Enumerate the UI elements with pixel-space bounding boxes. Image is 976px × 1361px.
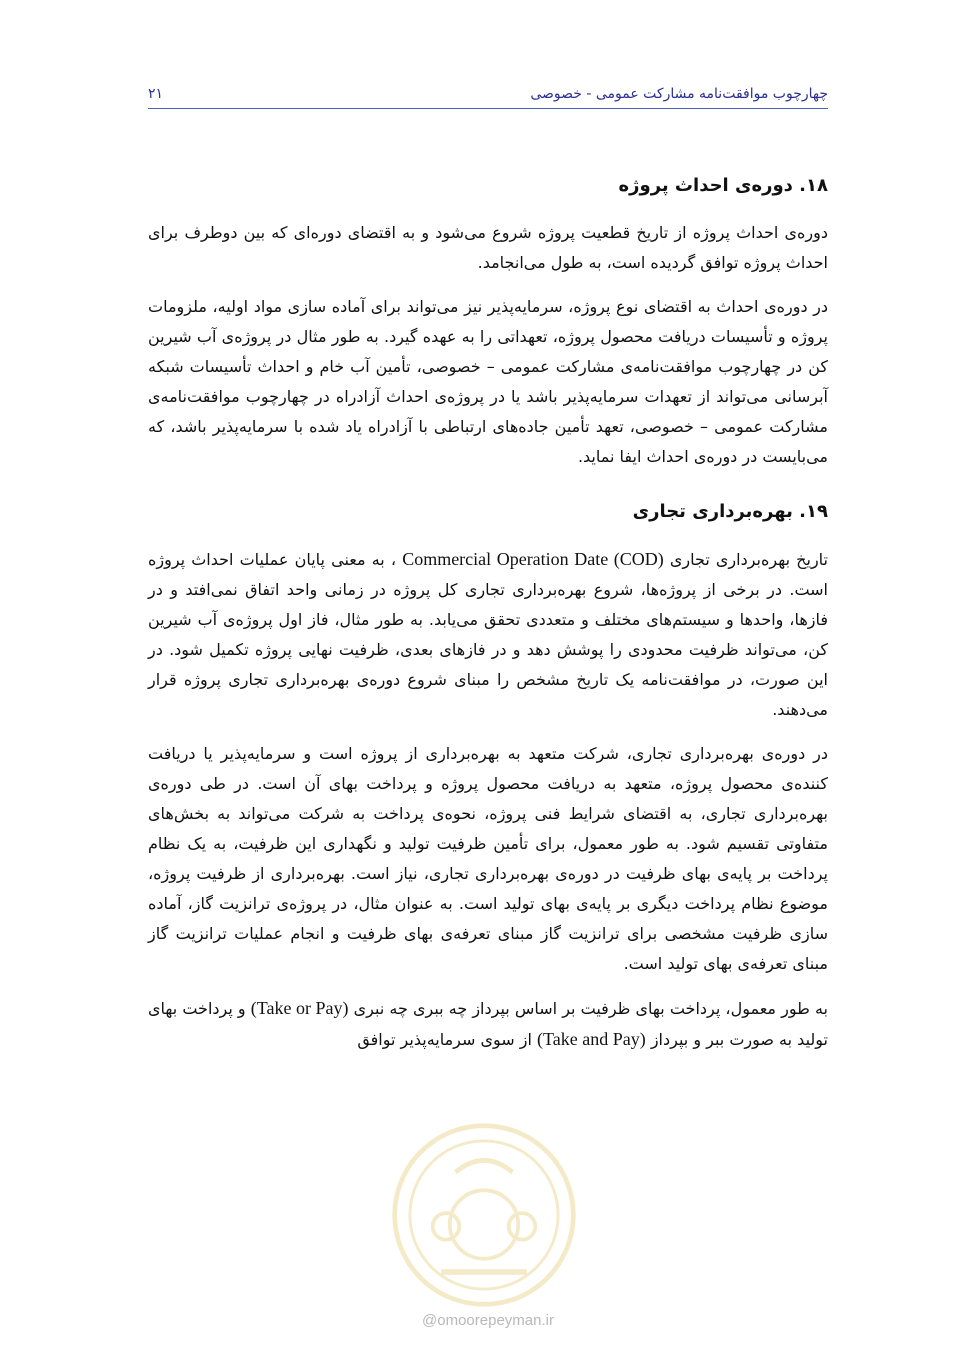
payment-text-c: از سوی سرمایه‌پذیر توافق <box>357 1030 532 1049</box>
watermark-site: @omoorepeyman.ir <box>422 1312 554 1329</box>
payment-text-a: به طور معمول، پرداخت بهای ظرفیت بر اساس بپرداز چه ببری چه نبری <box>353 999 828 1018</box>
header-title: چهارچوب موافقت‌نامه مشارکت عمومی - خصوصی <box>530 86 828 102</box>
page-header <box>148 82 828 109</box>
cod-english-term: Commercial Operation Date (COD) <box>402 549 664 569</box>
section-19-paragraph-3 <box>148 993 828 1055</box>
section-18-paragraph-2: در دوره‌ی احداث به اقتضای نوع پروژه، سرمایه‌پذیر نیز می‌تواند برای آماده سازی مواد اولیه، ملزومات پروژه و تأسیسات دریافت محصول پروژه، تعهداتی را به عهده گیرد. به طور مثال در پروژه‌ی آب شیرین کن در چهارچوب موافقت‌نامه‌ی مشارکت عمومی – خصوصی، تأمین آب خام و احداث تأسیسات شبکه آبرسانی می‌تواند از تعهدات سرمایه‌پذیر باشد یا در پروژه‌ی احداث آزادراه در چهارچوب موافقت‌نامه‌ی مشارکت عمومی – خصوصی، تعهد تأمین جاده‌های ارتباطی با آزادراه یاد شده با سرمایه‌پذیر باشد، که می‌بایست در دوره‌ی احداث ایفا نماید. <box>148 297 828 466</box>
watermark-seal-icon <box>389 1120 579 1310</box>
section-18-paragraph-1: دوره‌ی احداث پروژه از تاریخ قطعیت پروژه شروع می‌شود و به اقتضای دوره‌ای که بین دوطرف برای احداث پروژه توافق گردیده است، به طول می‌انجامد. <box>148 223 828 272</box>
payment-text-b: و پرداخت بهای تولید به صورت ببر و بپرداز <box>148 999 828 1049</box>
take-and-pay-term: (Take and Pay) <box>537 1029 646 1049</box>
section-19-paragraph-2: در دوره‌ی بهره‌برداری تجاری، شرکت متعهد به بهره‌برداری از پروژه است و سرمایه‌پذیر یا دریافت کننده‌ی محصول پروژه، متعهد به دریافت محصول پروژه و پرداخت بهای آن است. در طی دوره‌ی بهره‌برداری تجاری، به اقتضای شرایط فنی پروژه، نحوه‌ی پرداخت به شرکت می‌تواند به بخش‌های متفاوتی تقسیم شود. به طور معمول، برای تأمین ظرفیت تولید و نگهداری این ظرفیت، به یک نظام پرداخت بر پایه‌ی بهای ظرفیت در دوره‌ی بهره‌برداری تجاری، نیاز است. بهره‌برداری از ظرفیت پروژه، موضوع نظام پرداخت دیگری بر پایه‌ی بهای تولید است. به عنوان مثال، در پروژه‌ی ترانزیت گاز، آماده سازی ظرفیت مشخصی برای ترانزیت گاز مبنای تعرفه‌ی بهای ظرفیت و انجام عملیات ترانزیت گاز مبنای تعرفه‌ی بهای تولید است. <box>148 744 828 973</box>
page-content <box>148 168 828 1069</box>
section-18-heading: ۱۸. دوره‌ی احداث پروژه <box>618 175 828 196</box>
section-19-paragraph-1 <box>148 544 828 725</box>
take-or-pay-term: (Take or Pay) <box>250 998 349 1018</box>
cod-term: تاریخ بهره‌برداری تجاری <box>669 550 829 569</box>
cod-definition: ، به معنی پایان عملیات احداث پروژه است. در برخی از پروژه‌ها، شروع بهره‌برداری تجاری کل پروژه در زمانی واحد اتفاق نمی‌افتد و در فازها، واحدها و سیستم‌های مختلف و متعددی تحقق می‌یابد. به طور مثال، فاز اول پروژه‌ی آب شیرین کن، می‌تواند ظرفیت محدودی را پوشش دهد و در فازهای بعدی، ظرفیت نهایی پروژه تکمیل شود. در این صورت، در موافقت‌نامه یک تاریخ مشخص را مبنای شروع دوره‌ی بهره‌برداری تجاری پروژه قرار می‌دهند. <box>148 550 828 719</box>
section-19-heading: ۱۹. بهره‌برداری تجاری <box>632 501 828 522</box>
page-number: ۲۱ <box>148 86 164 102</box>
